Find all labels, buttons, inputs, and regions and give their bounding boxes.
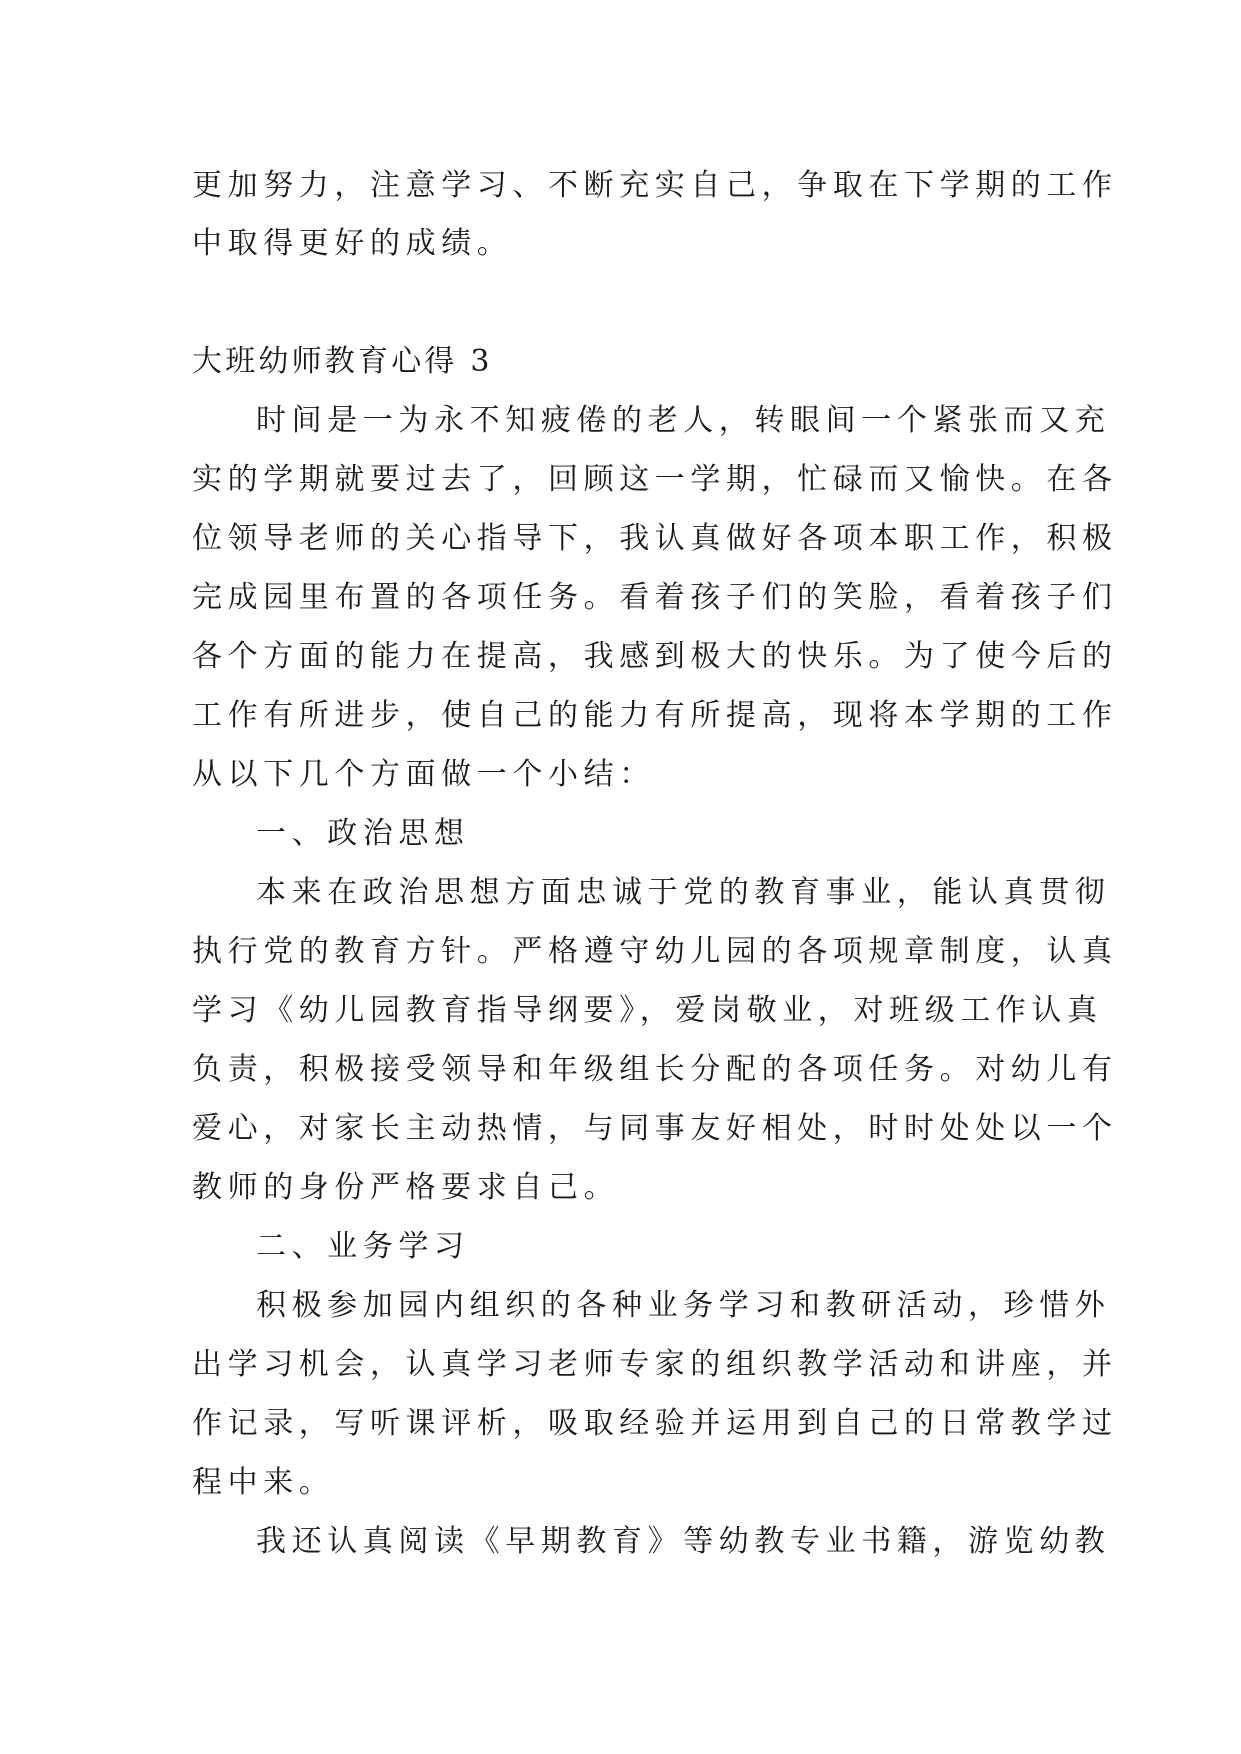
paragraph-line: 工作有所进步，使自己的能力有所提高，现将本学期的工作 (192, 698, 1118, 733)
paragraph-line: 从以下几个方面做一个小结： (192, 757, 655, 792)
paragraph-line: 出学习机会，认真学习老师专家的组织教学活动和讲座，并 (192, 1347, 1118, 1382)
paragraph-line: 教师的身份严格要求自己。 (192, 1170, 620, 1205)
paragraph-line: 积极参加园内组织的各种业务学习和教研活动，珍惜外 (256, 1288, 1111, 1323)
paragraph-line: 更加努力，注意学习、不断充实自己，争取在下学期的工作 (192, 168, 1118, 203)
paragraph-line: 负责，积极接受领导和年级组长分配的各项任务。对幼儿有 (192, 1052, 1118, 1087)
paragraph-line: 各个方面的能力在提高，我感到极大的快乐。为了使今后的 (192, 639, 1118, 674)
paragraph-line: 我还认真阅读《早期教育》等幼教专业书籍，游览幼教 (256, 1524, 1111, 1559)
subsection-heading: 一、政治思想 (256, 816, 470, 851)
paragraph-line: 学习《幼儿园教育指导纲要》，爱岗敬业，对班级工作认真 (192, 993, 1103, 1028)
paragraph-line: 完成园里布置的各项任务。看着孩子们的笑脸，看着孩子们 (192, 580, 1118, 615)
subsection-heading: 二、业务学习 (256, 1229, 470, 1264)
paragraph-line: 位领导老师的关心指导下，我认真做好各项本职工作，积极 (192, 521, 1118, 556)
paragraph-line: 时间是一为永不知疲倦的老人，转眼间一个紧张而又充 (256, 403, 1111, 438)
paragraph-line: 爱心，对家长主动热情，与同事友好相处，时时处处以一个 (192, 1111, 1118, 1146)
paragraph-line: 本来在政治思想方面忠诚于党的教育事业，能认真贯彻 (256, 875, 1111, 910)
paragraph-line: 执行党的教育方针。严格遵守幼儿园的各项规章制度，认真 (192, 934, 1118, 969)
paragraph-line: 实的学期就要过去了，回顾这一学期，忙碌而又愉快。在各 (192, 462, 1118, 497)
paragraph-line: 程中来。 (192, 1465, 335, 1500)
section-title: 大班幼师教育心得 3 (192, 344, 493, 379)
paragraph-line: 中取得更好的成绩。 (192, 226, 513, 261)
paragraph-line: 作记录，写听课评析，吸取经验并运用到自己的日常教学过 (192, 1406, 1118, 1441)
